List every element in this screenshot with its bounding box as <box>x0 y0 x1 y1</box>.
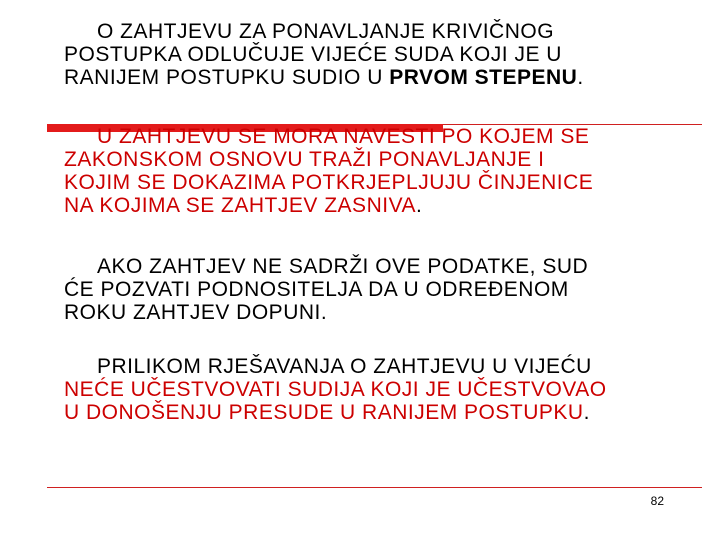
paragraph-line: ĆE POZVATI PODNOSITELJA DA U ODREĐENOM <box>64 278 569 301</box>
paragraph-line: KOJIM SE DOKAZIMA POTKRJEPLJUJU ČINJENICE <box>64 171 594 194</box>
emphasis-text: PRVOM STEPENU <box>389 66 578 89</box>
paragraph-3 <box>64 255 704 324</box>
bottom-rule <box>47 487 702 488</box>
paragraph-4 <box>64 355 704 424</box>
paragraph-line: ZAKONSKOM OSNOVU TRAŽI PONAVLJANJE I <box>64 148 545 171</box>
paragraph-line: PRILIKOM RJEŠAVANJA O ZAHTJEVU U VIJEĆU <box>97 355 592 378</box>
paragraph-line: O ZAHTJEVU ZA PONAVLJANJE KRIVIČNOG <box>97 20 555 43</box>
paragraph-1 <box>64 20 704 89</box>
paragraph-2 <box>64 125 704 217</box>
page-number: 82 <box>650 494 664 508</box>
paragraph-line: ROKU ZAHTJEV DOPUNI. <box>64 301 328 324</box>
paragraph-line: U DONOŠENJU PRESUDE U RANIJEM POSTUPKU. <box>64 401 590 424</box>
paragraph-line: NA KOJIMA SE ZAHTJEV ZASNIVA. <box>64 194 423 217</box>
paragraph-line: AKO ZAHTJEV NE SADRŽI OVE PODATKE, SUD <box>97 255 589 278</box>
paragraph-line: NEĆE UČESTVOVATI SUDIJA KOJI JE UČESTVOVAO <box>64 378 607 401</box>
paragraph-line: RANIJEM POSTUPKU SUDIO U PRVOM STEPENU. <box>64 66 584 89</box>
paragraph-line: U ZAHTJEVU SE MORA NAVESTI PO KOJEM SE <box>97 125 590 148</box>
paragraph-line: POSTUPKA ODLUČUJE VIJEĆE SUDA KOJI JE U <box>64 43 562 66</box>
